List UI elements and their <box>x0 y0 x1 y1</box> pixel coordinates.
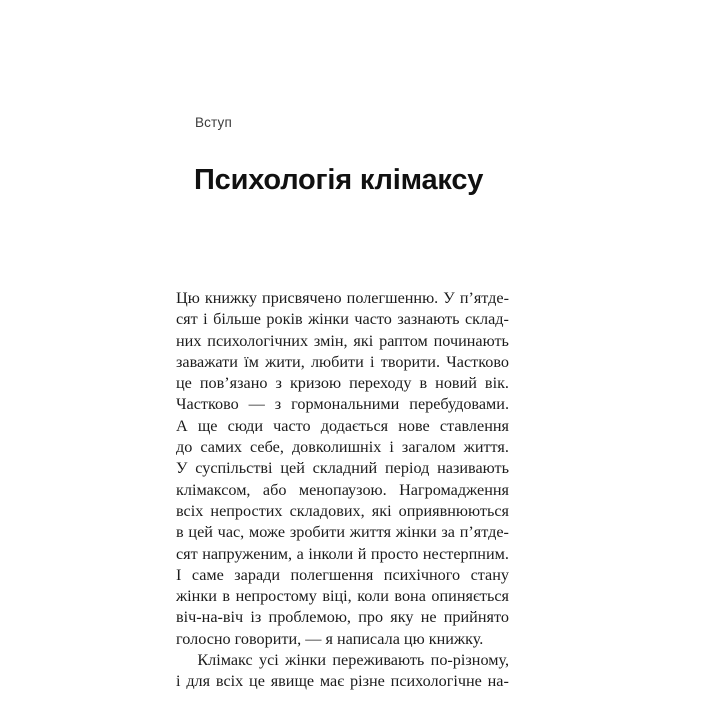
body-text-line <box>176 544 509 565</box>
body-word: них <box>176 331 202 350</box>
body-word: більше <box>213 310 261 329</box>
body-word: життя <box>349 523 392 542</box>
body-text-line <box>176 650 509 671</box>
body-word: зробити <box>289 523 346 542</box>
body-text-line <box>176 607 509 628</box>
body-word: вона <box>394 587 426 606</box>
body-text-line <box>176 331 509 352</box>
body-word: віч-на-віч <box>176 608 244 627</box>
body-word: любити <box>310 352 364 371</box>
body-word: переходу <box>349 374 412 393</box>
body-word: життя. <box>463 438 509 457</box>
body-word: для <box>186 672 211 691</box>
body-word: заради <box>234 565 281 584</box>
body-word: з <box>274 395 282 414</box>
body-word: сюди <box>227 416 263 435</box>
body-text-block <box>176 288 509 693</box>
body-word: книжку <box>204 289 257 307</box>
body-word: і <box>203 310 208 329</box>
body-text-line <box>176 437 509 458</box>
body-word: складових, <box>289 501 365 520</box>
body-word: часто <box>354 310 392 329</box>
body-text-line <box>176 458 509 479</box>
body-word: часто <box>273 416 311 435</box>
body-word: починають <box>433 331 509 350</box>
body-word: сят <box>176 310 198 329</box>
body-word: цей <box>280 459 305 478</box>
page-title: Психологія клімаксу <box>194 164 484 197</box>
body-word: полегшення <box>290 565 374 584</box>
body-word: час, <box>217 523 245 542</box>
body-word: жити, <box>265 352 305 371</box>
body-word: цей <box>188 523 213 542</box>
body-text-line <box>176 416 509 437</box>
body-word: самих <box>200 438 242 457</box>
body-word: присвячено <box>262 289 342 307</box>
body-word: всіх <box>176 501 204 520</box>
body-word: І <box>176 565 182 584</box>
body-text-line <box>176 288 509 309</box>
body-word: стану <box>470 565 509 584</box>
body-word: жінки <box>308 310 349 329</box>
body-word: і <box>370 352 375 371</box>
body-text-line <box>176 501 509 522</box>
body-word: просто <box>370 544 419 563</box>
body-word: полегшенню. <box>346 289 439 307</box>
body-word: на- <box>487 672 509 691</box>
body-word: які <box>371 501 392 520</box>
body-word: Клімакс <box>197 651 253 670</box>
body-word: психологічних <box>207 331 309 350</box>
body-word: менопаузою. <box>298 480 387 499</box>
body-word: проблемою, <box>268 608 351 627</box>
body-word: нове <box>398 416 430 435</box>
body-word: вік. <box>484 374 509 393</box>
body-word: напруженим, <box>202 544 293 563</box>
body-word: Цю <box>176 289 200 307</box>
body-word: Нагромадження <box>399 480 509 499</box>
body-word: це <box>176 374 192 393</box>
body-word: й <box>357 544 367 563</box>
body-word: психічного <box>383 565 461 584</box>
body-text-line <box>176 480 509 501</box>
body-word: і <box>389 438 394 457</box>
body-word: в <box>222 587 231 606</box>
body-word: їм <box>244 352 259 371</box>
body-text-line <box>176 565 509 586</box>
body-word: прийнято <box>443 608 509 627</box>
body-word: період <box>385 459 430 478</box>
body-word: називають <box>437 459 509 478</box>
body-word: довколишніх <box>291 438 382 457</box>
body-word: себе, <box>250 438 284 457</box>
body-word: саме <box>191 565 224 584</box>
body-word: додається <box>320 416 389 435</box>
body-word: складний <box>312 459 378 478</box>
body-word: віці, <box>322 587 352 606</box>
body-word: пов’язано <box>199 374 268 393</box>
body-word: опиняється <box>431 587 509 606</box>
body-word: зазнають <box>397 310 460 329</box>
body-word: творити. <box>380 352 441 371</box>
body-text-line <box>176 309 509 330</box>
body-word: які <box>353 331 374 350</box>
body-word: не <box>420 608 437 627</box>
body-word: яку <box>390 608 414 627</box>
body-word: має <box>319 672 345 691</box>
body-word: по-різному, <box>430 651 509 670</box>
body-word: в <box>176 523 184 542</box>
body-word: склад- <box>464 310 509 329</box>
body-word: У <box>443 289 455 307</box>
body-text-line <box>176 394 509 415</box>
body-word: непростому <box>235 587 317 606</box>
body-word: всіх <box>215 672 244 691</box>
body-word: непростих <box>210 501 283 520</box>
body-word: змін, <box>313 331 348 350</box>
body-word: — <box>248 395 265 414</box>
body-word: Частково <box>176 395 239 414</box>
body-word: ще <box>197 416 218 435</box>
body-word: раптом <box>379 331 428 350</box>
body-word: суспільстві <box>195 459 273 478</box>
body-text-line <box>176 522 509 543</box>
body-word: У <box>176 459 188 478</box>
body-word: може <box>248 523 286 542</box>
body-text-line <box>176 671 509 692</box>
body-word: і <box>176 672 181 691</box>
body-word: п’ятде- <box>459 523 509 542</box>
body-word: з <box>275 374 282 393</box>
body-word: заважати <box>176 352 238 371</box>
body-word: Частково <box>446 352 509 371</box>
body-word: А <box>176 416 188 435</box>
body-word: явище <box>270 672 315 691</box>
body-word: жінки <box>176 587 217 606</box>
body-word: перебудовами. <box>409 395 509 414</box>
body-word: із <box>250 608 262 627</box>
body-word: в <box>419 374 428 393</box>
body-word: кризою <box>289 374 342 393</box>
body-word: жінки <box>395 523 437 542</box>
body-word: до <box>176 438 193 457</box>
body-word: а <box>296 544 304 563</box>
body-word: різне <box>350 672 385 691</box>
body-word: або <box>262 480 287 499</box>
body-word: гормональними <box>291 395 400 414</box>
body-text-line <box>176 373 509 394</box>
body-word: п’ятде- <box>459 289 509 307</box>
body-word: ставлення <box>439 416 509 435</box>
body-word: інколи <box>308 544 354 563</box>
body-word: років <box>266 310 303 329</box>
body-word: сят <box>176 544 198 563</box>
chapter-label: Вступ <box>195 115 232 130</box>
body-word: за <box>441 523 455 542</box>
body-word: усі <box>259 651 279 670</box>
body-word: оприявнюються <box>398 501 509 520</box>
body-text-line <box>176 352 509 373</box>
body-text-line: голосно говорити, — я написала цю книжку. <box>176 629 484 648</box>
body-word: про <box>358 608 384 627</box>
body-word: психологічне <box>390 672 482 691</box>
body-word: загалом <box>401 438 456 457</box>
body-word: це <box>249 672 265 691</box>
body-word: клімаксом, <box>176 480 251 499</box>
body-text-line <box>176 586 509 607</box>
body-word: переживають <box>332 651 425 670</box>
body-word: коли <box>357 587 389 606</box>
body-word: нестерпним. <box>422 544 509 563</box>
body-word: новий <box>435 374 477 393</box>
body-word: жінки <box>285 651 327 670</box>
paragraph-indent <box>176 650 191 671</box>
